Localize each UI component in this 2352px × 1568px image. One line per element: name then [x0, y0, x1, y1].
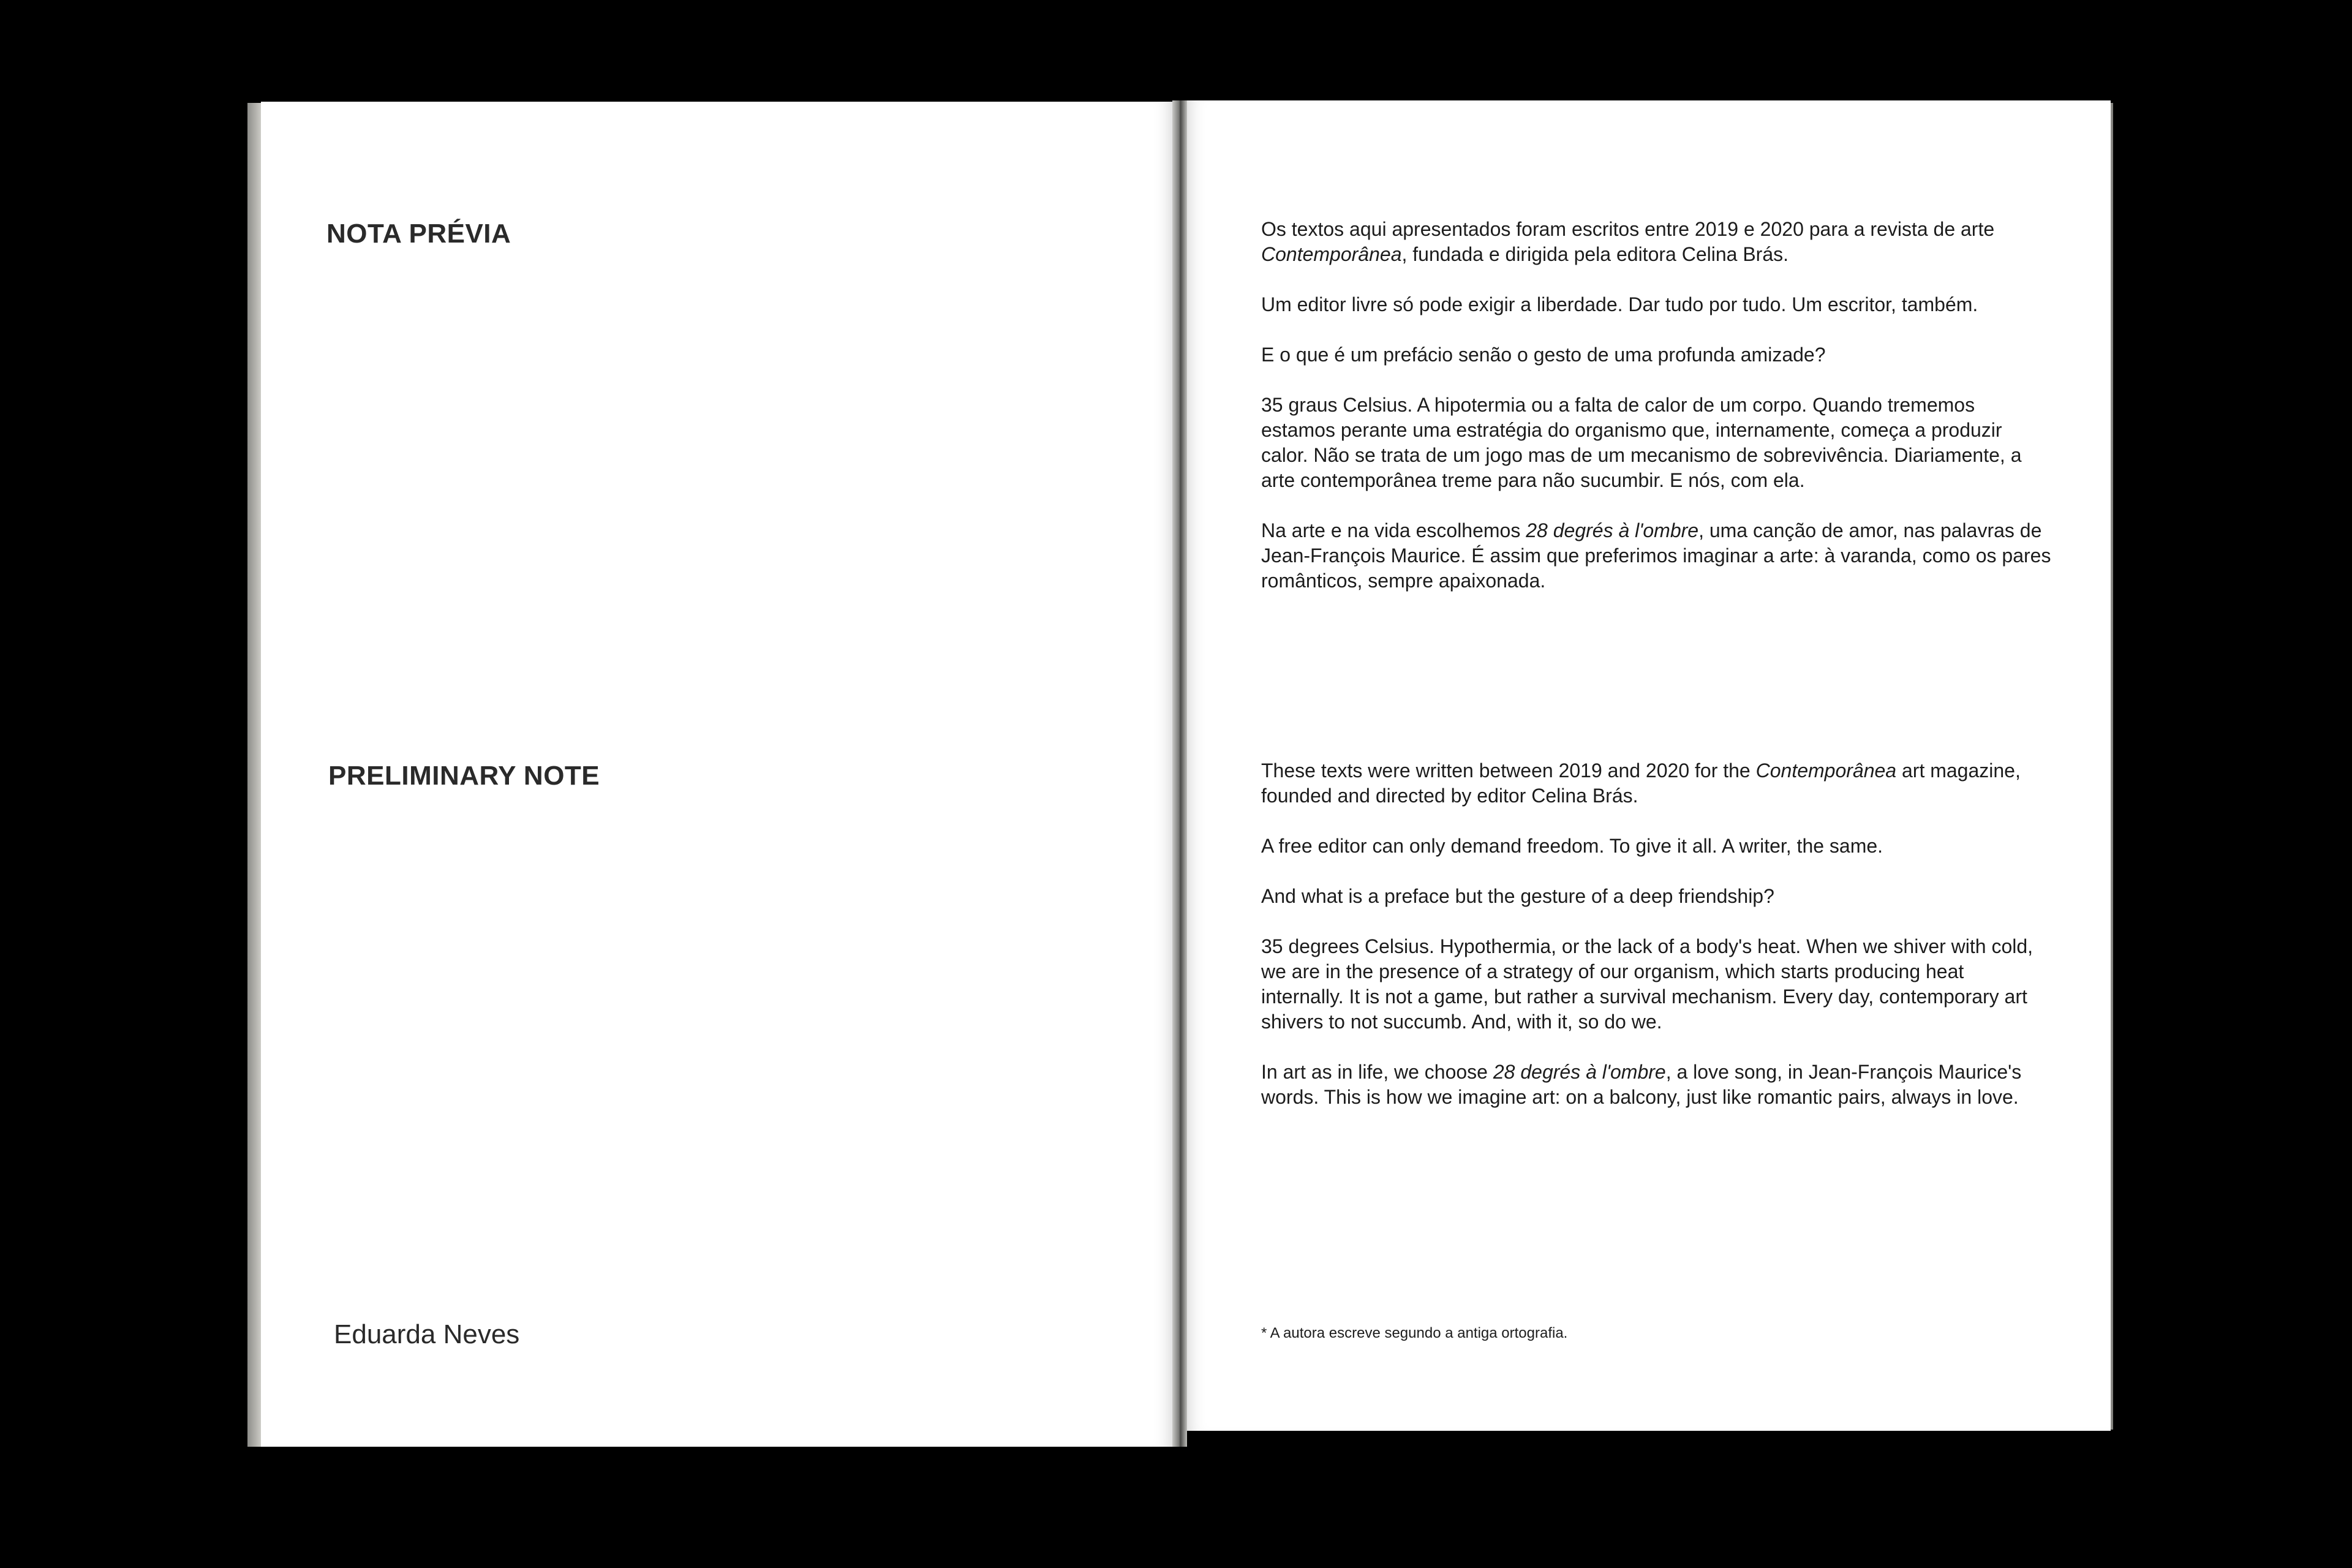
song-title: 28 degrés à l'ombre — [1493, 1061, 1666, 1083]
author-name: Eduarda Neves — [334, 1319, 520, 1349]
en-paragraph-5: In art as in life, we choose 28 degrés à l'ombre, a love song, in Jean-François Maurice's words. This is how we imagine art: on a balcony, just like romantic pairs, always in love. — [1261, 1061, 2022, 1108]
magazine-title: Contemporânea — [1261, 243, 1402, 265]
magazine-title: Contemporânea — [1755, 760, 1897, 782]
english-text-block — [1261, 758, 2051, 1110]
heading-portuguese: NOTA PRÉVIA — [326, 219, 511, 249]
footnote: * A autora escreve segundo a antiga ortografia. — [1261, 1325, 1568, 1341]
en-paragraph-3: And what is a preface but the gesture of a deep friendship? — [1261, 885, 1774, 907]
book-gutter — [1172, 100, 1187, 1447]
heading-english: PRELIMINARY NOTE — [328, 761, 600, 791]
pt-paragraph-4: 35 graus Celsius. A hipotermia ou a falta de calor de um corpo. Quando trememos estamos perante uma estratégia do organismo que, internamente, começa a produzir calor. Não se trata de um jogo mas de um mecanismo de sobrevivência. Diariamente, a arte contemporânea treme para não sucumbir. E nós, com ela. — [1261, 394, 2022, 491]
portuguese-text-block — [1261, 217, 2051, 594]
en-paragraph-1: These texts were written between 2019 and 2020 for the Contemporânea art magazine, founded and directed by editor Celina Brás. — [1261, 760, 2021, 807]
song-title: 28 degrés à l'ombre — [1526, 519, 1699, 541]
en-paragraph-2: A free editor can only demand freedom. To give it all. A writer, the same. — [1261, 835, 1883, 857]
pt-paragraph-5: Na arte e na vida escolhemos 28 degrés à l'ombre, uma canção de amor, nas palavras de Jean-François Maurice. É assim que preferimos imaginar a arte: à varanda, como os pares românticos, sempre apaixonada. — [1261, 519, 2051, 592]
en-paragraph-4: 35 degrees Celsius. Hypothermia, or the lack of a body's heat. When we shiver with cold, we are in the presence of a strategy of our organism, which starts producing heat internally. It is not a game, but rather a survival mechanism. Every day, contemporary art shivers to not succumb. And, with it, so do we. — [1261, 935, 2034, 1033]
pt-paragraph-3: E o que é um prefácio senão o gesto de uma profunda amizade? — [1261, 344, 1826, 366]
pt-paragraph-2: Um editor livre só pode exigir a liberdade. Dar tudo por tudo. Um escritor, também. — [1261, 293, 1978, 315]
pt-paragraph-1: Os textos aqui apresentados foram escritos entre 2019 e 2020 para a revista de arte Contemporânea, fundada e dirigida pela editora Celina Brás. — [1261, 218, 1995, 265]
